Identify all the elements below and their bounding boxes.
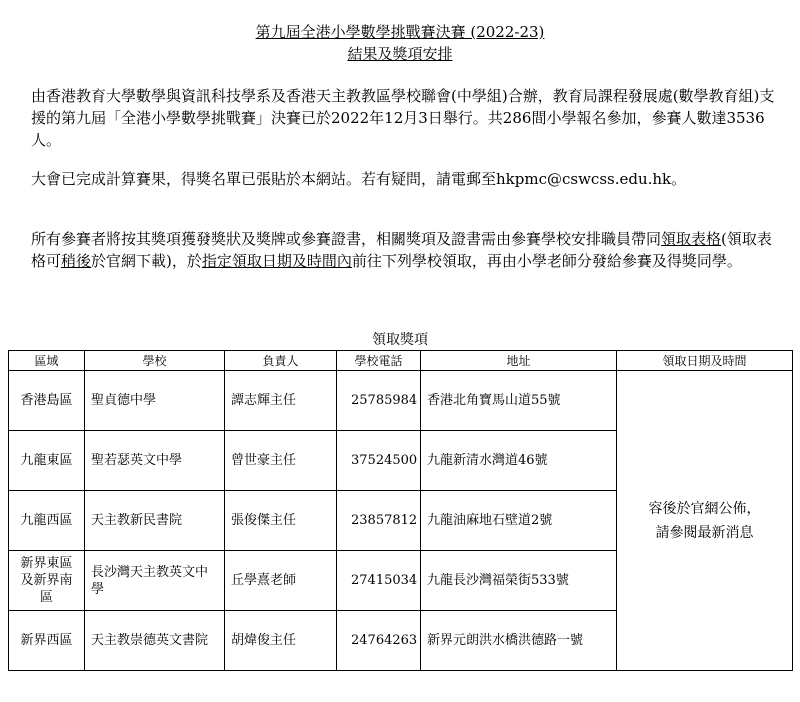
- region-cell: 九龍東區: [9, 431, 85, 491]
- tel-cell: 23857812: [337, 491, 421, 551]
- page-subtitle: 結果及獎項安排: [347, 45, 453, 63]
- header-school: 學校: [85, 351, 225, 371]
- person-cell: 胡煒俊主任: [225, 611, 337, 671]
- collection-paragraph: 所有參賽者將按其獎項獲發獎狀及獎牌或參賽證書，相關獎項及證書需由參賽學校安排職員帶同領取表格(領取表格可稍後於官網下載)，於指定領取日期及時間內前往下列學校領取，再由小學老師分發給參賽及得獎同學。: [31, 230, 772, 270]
- region-cell: 新界西區: [9, 611, 85, 671]
- school-cell: 長沙灣天主教英文中學: [85, 551, 225, 611]
- designated-time-link[interactable]: 指定領取日期及時間內: [201, 252, 352, 270]
- person-cell: 曾世豪主任: [225, 431, 337, 491]
- address-cell: 九龍油麻地石壁道2號: [421, 491, 617, 551]
- header-region: 區域: [9, 351, 85, 371]
- school-cell: 天主教新民書院: [85, 491, 225, 551]
- school-cell: 聖若瑟英文中學: [85, 431, 225, 491]
- address-cell: 新界元朗洪水橋洪德路一號: [421, 611, 617, 671]
- person-cell: 丘學熹老師: [225, 551, 337, 611]
- header-person: 負責人: [225, 351, 337, 371]
- address-cell: 九龍長沙灣福榮街533號: [421, 551, 617, 611]
- award-collection-table: [8, 350, 793, 671]
- region-cell: 新界東區及新界南區: [9, 551, 85, 611]
- table-header-row: [9, 351, 793, 371]
- person-cell: 譚志輝主任: [225, 371, 337, 431]
- page-title: 第九屆全港小學數學挑戰賽決賽 (2022-23): [255, 23, 545, 41]
- date-time-cell: 容後於官網公佈，請參閱最新消息: [617, 371, 793, 671]
- school-cell: 天主教崇德英文書院: [85, 611, 225, 671]
- table-row: [9, 371, 793, 431]
- tel-cell: 37524500: [337, 431, 421, 491]
- collection-form-link[interactable]: 領取表格: [661, 230, 722, 248]
- table-caption: 領取獎項: [372, 332, 428, 348]
- intro-paragraph: 由香港教育大學數學與資訊科技學系及香港天主教教區學校聯會(中學組)合辦，教育局課程發展處(數學教育組)支援的第九屆「全港小學數學挑戰賽」決賽已於2022年12月3日舉行。共286間小學報名參加，參賽人數達3536人。: [31, 87, 775, 149]
- header-date: 領取日期及時間: [617, 351, 793, 371]
- header-tel: 學校電話: [337, 351, 421, 371]
- tel-cell: 25785984: [337, 371, 421, 431]
- region-cell: 九龍西區: [9, 491, 85, 551]
- region-cell: 香港島區: [9, 371, 85, 431]
- tel-cell: 27415034: [337, 551, 421, 611]
- school-cell: 聖貞德中學: [85, 371, 225, 431]
- person-cell: 張俊傑主任: [225, 491, 337, 551]
- address-cell: 香港北角寶馬山道55號: [421, 371, 617, 431]
- results-paragraph: 大會已完成計算賽果，得獎名單已張貼於本網站。若有疑問，請電郵至hkpmc@cswcss.edu.hk。: [31, 170, 687, 188]
- tel-cell: 24764263: [337, 611, 421, 671]
- address-cell: 九龍新清水灣道46號: [421, 431, 617, 491]
- header-address: 地址: [421, 351, 617, 371]
- later-link[interactable]: 稍後: [61, 252, 92, 270]
